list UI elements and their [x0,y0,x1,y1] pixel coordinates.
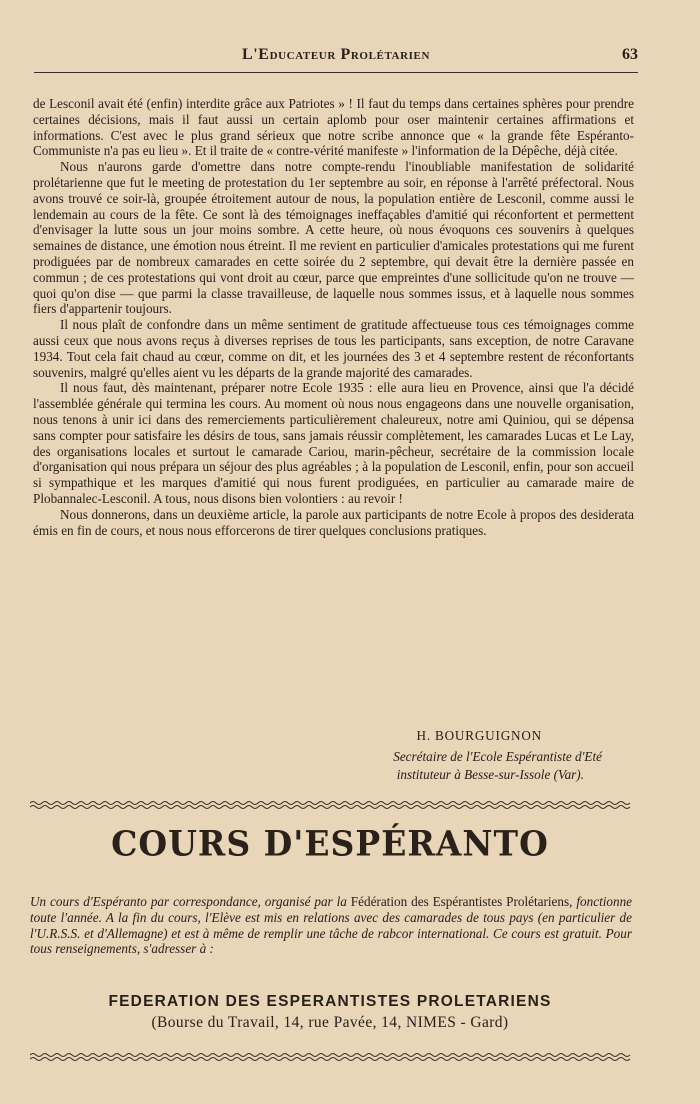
signature-name: H. BOURGUIGNON [416,728,542,743]
journal-title: L'Educateur Prolétarien [241,46,431,63]
article-paragraph: Il nous faut, dès maintenant, préparer notre Ecole 1935 : elle aura lieu en Provence, ainsi que l'a décidé l'assemblée générale qui termina les cours. Au moment où nous nous engageons dans une nouvelle organisation, nous tenons à unir ici dans des remerciements particulièrement chaleureux, notre ami Quiniou, qui se dépensa sans compter pour satisfaire les désirs de tous, sans jamais réussir complètement, les camarades Lucas et Le Lay, des organisations locales et surtout le camarade Cariou, marin-pêcheur, secrétaire de la commission locale d'organisation qui nous prépara un séjour des plus agréables ; à la population de Lesconil, enfin, pour son accueil si sympathique et les marques d'amitié qui nous furent prodiguées, en particulier au camarade maire de Plobannalec-Lesconil. A tous, nous disons bien volontiers : au revoir ! [33,380,634,506]
ad-body-lead: Un cours d'Espéranto par correspondance, organisé par la [30,894,347,909]
ad-organization-name: FEDERATION DES ESPERANTISTES PROLETARIENS [108,993,552,1010]
header-rule [34,72,638,73]
wavy-divider-top [30,800,632,810]
ad-title: COURS D'ESPÉRANTO [111,823,549,864]
article-paragraph: Nous n'aurons garde d'omettre dans notre compte-rendu l'inoubliable manifestation de solidarité prolétarienne que fut le meeting de protestation du 1er septembre au soir, en réponse à l'arrêté préfectoral. Nous avons trouvé ce soir-là, groupée étroitement autour de nous, la population entière de Lesconil, comme aussi le lendemain au cours de la fête. Ce sont là des témoignages ineffaçables d'amitié qui réconfortent et permettent d'envisager la lutte sous un jour moins sombre. A cette heure, où nous évoquons ces souvenirs à quelques semaines de distance, une émotion nous étreint. Il me revient en particulier d'amicales protestations qui me furent prodiguées par de nombreux camarades en cette soirée du 2 septembre, qui devait être la dernière passée en commun ; de ces protestations qui vont droit au cœur, parce que empreintes d'une sollicitude qu'on ne trouve — quoi qu'on dise — que parmi la classe travailleuse, de laquelle nous sommes issus, et à laquelle nous sommes fiers d'appartenir toujours. [33,159,634,317]
article-paragraph: de Lesconil avait été (enfin) interdite grâce aux Patriotes » ! Il faut du temps dans certaines sphères pour prendre certaines décisions, mais il faut aussi un certain aplomb pour oser maintenir certaines affirmations et informations. C'est avec le plus grand sérieux que notre scribe annonce que « la grande fête Espéranto-Communiste n'a pas eu lieu ». Et il traite de « contre-vérité manifeste » l'information de la Dépêche, déjà citée. [33,96,634,159]
article-paragraph: Nous donnerons, dans un deuxième article, la parole aux participants de notre Ecole à propos des desiderata émis en fin de cours, et nous nous efforcerons de tirer quelques conclusions pratiques. [33,506,634,538]
article-paragraph: Il nous plaît de confondre dans un même sentiment de gratitude affectueuse tous ces témoignages comme aussi ceux que nous avons reçus à diverses reprises de tous les participants, sans exception, de notre Caravane 1934. Tout cela fait chaud au cœur, comme on dit, et les journées des 3 et 4 septembre restent de réconfortants souvenirs, malgré qu'elles aient vu les départs de la grande majorité des camarades. [33,317,634,380]
ad-body-rest: fonctionne toute l'année. A la fin du cours, l'Elève est mis en relations avec des camarades de tous pays (en particulier de l'U.R.S.S. et d'Allemagne) et est à même de remplir une tâche de rabcor international. Ce cours est gratuit. Pour tous renseignements, s'adresser à : [30,894,633,957]
article-body [33,96,634,538]
signature-role: Secrétaire de l'Ecole Espérantiste d'Eté [393,749,602,764]
ad-body [30,894,632,957]
ad-body-organization: Fédération des Espérantistes Prolétariens, [350,894,573,909]
signature-location: instituteur à Besse-sur-Issole (Var). [396,767,584,782]
ad-address: (Bourse du Travail, 14, rue Pavée, 14, NIMES - Gard) [151,1014,509,1031]
page-header [34,46,638,70]
page-number: 63 [622,46,638,63]
wavy-divider-bottom [30,1052,632,1062]
